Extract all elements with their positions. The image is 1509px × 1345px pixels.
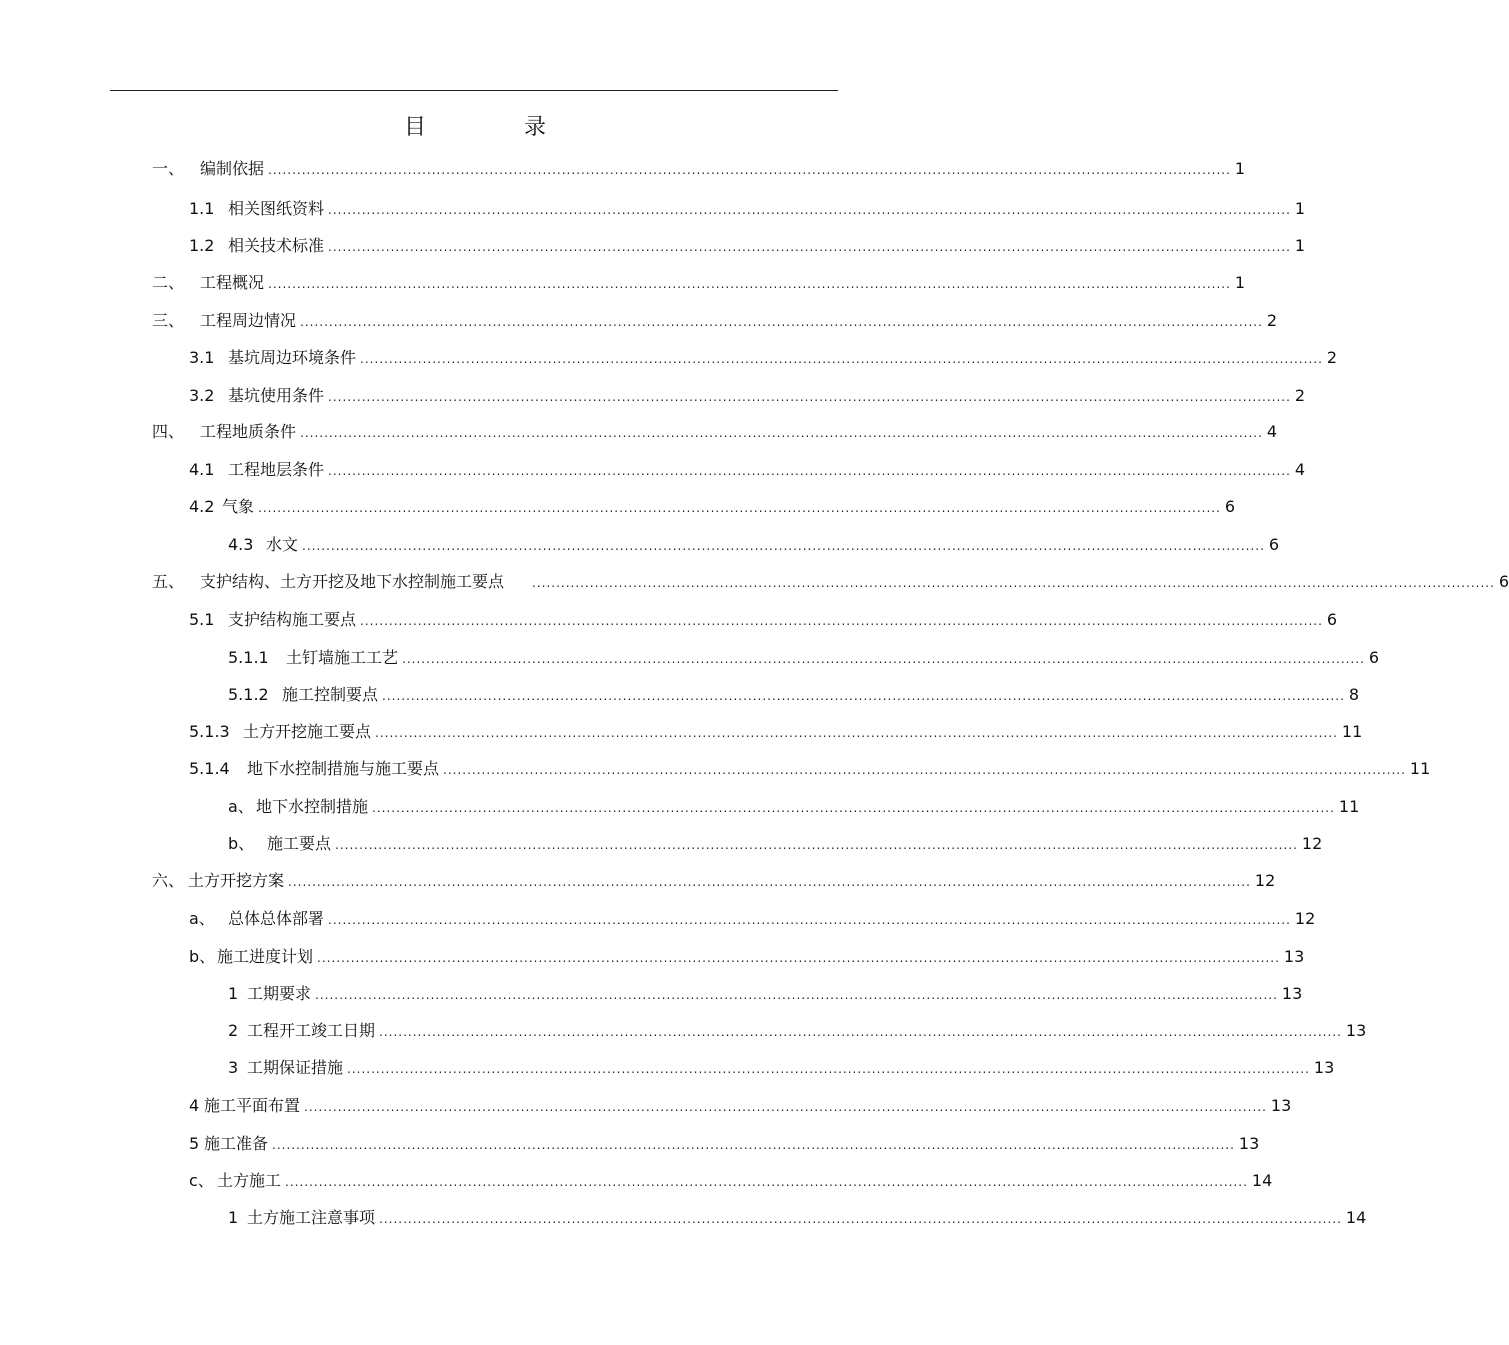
toc-entry-page: 6 (1368, 648, 1380, 667)
toc-entry-page: 13 (1313, 1058, 1335, 1077)
toc-entry-number: 二、 (152, 273, 185, 292)
toc-entry-page: 14 (1251, 1171, 1273, 1190)
toc-entry-page: 13 (1281, 984, 1303, 1003)
toc-entry-number: 2 (228, 1021, 239, 1040)
toc-leader-dots: ........................................................................................................................................................................................................ (328, 913, 1291, 927)
toc-leader-dots: ........................................................................................................................................................................................................ (285, 1175, 1248, 1189)
toc-entry-title: 土方施工注意事项 (247, 1208, 376, 1227)
toc-entry-title: 水文 (266, 535, 299, 554)
toc-entry[interactable] (228, 1207, 1367, 1229)
toc-entry[interactable] (152, 158, 1246, 180)
toc-entry[interactable] (228, 983, 1303, 1005)
toc-entry-title: 工程地层条件 (228, 460, 325, 479)
toc-entry[interactable] (189, 758, 1431, 780)
toc-entry-page: 6 (1268, 535, 1280, 554)
toc-entry-title: 工程地质条件 (200, 422, 297, 441)
toc-entry-page: 14 (1345, 1208, 1367, 1227)
toc-entry-title: 地下水控制措施与施工要点 (247, 759, 440, 778)
toc-entry[interactable] (228, 796, 1360, 818)
toc-entry-title: 工程周边情况 (200, 311, 297, 330)
toc-entry[interactable] (152, 870, 1276, 892)
toc-entry-page: 11 (1341, 722, 1363, 741)
toc-entry[interactable] (152, 310, 1278, 332)
toc-entry[interactable] (228, 1020, 1367, 1042)
toc-entry-title: 工程概况 (200, 273, 265, 292)
toc-entry-page: 13 (1270, 1096, 1292, 1115)
toc-entry-page: 2 (1326, 348, 1338, 367)
toc-entry-page: 6 (1224, 497, 1236, 516)
toc-leader-dots: ........................................................................................................................................................................................................ (360, 614, 1323, 628)
toc-entry-title: 土方开挖施工要点 (243, 722, 372, 741)
toc-entry-title: 工程开工竣工日期 (247, 1021, 376, 1040)
toc-entry-number: 5.1.2 (228, 685, 269, 704)
toc-entry-number: a、 (228, 797, 254, 816)
toc-entry-page: 12 (1254, 871, 1276, 890)
toc-entry[interactable] (228, 647, 1380, 669)
toc-entry-number: 1 (228, 984, 239, 1003)
toc-leader-dots: ........................................................................................................................................................................................................ (379, 1212, 1342, 1226)
toc-entry-page: 2 (1294, 386, 1306, 405)
toc-entry-title: 编制依据 (200, 159, 265, 178)
toc-entry-number: 1.1 (189, 199, 215, 218)
toc-entry-page: 11 (1409, 759, 1431, 778)
toc-entry-page: 4 (1266, 422, 1278, 441)
toc-entry-title: 施工准备 (204, 1134, 269, 1153)
toc-entry-page: 11 (1338, 797, 1360, 816)
toc-entry-title: 基坑周边环境条件 (228, 348, 357, 367)
toc-entry[interactable] (152, 421, 1278, 443)
toc-entry-number: b、 (189, 947, 216, 966)
toc-entry-number: 5.1 (189, 610, 215, 629)
toc-leader-dots: ........................................................................................................................................................................................................ (272, 1138, 1235, 1152)
toc-leader-dots: ........................................................................................................................................................................................................ (328, 203, 1291, 217)
toc-entry-page: 12 (1301, 834, 1323, 853)
toc-leader-dots: ........................................................................................................................................................................................................ (317, 951, 1280, 965)
toc-entry[interactable] (189, 1095, 1292, 1117)
toc-entry[interactable] (228, 1057, 1335, 1079)
toc-leader-dots: ........................................................................................................................................................................................................ (402, 652, 1365, 666)
toc-entry[interactable] (189, 235, 1306, 257)
header-rule (110, 90, 838, 91)
toc-entry-page: 13 (1238, 1134, 1260, 1153)
toc-leader-dots: ........................................................................................................................................................................................................ (532, 576, 1495, 590)
toc-leader-dots: ........................................................................................................................................................................................................ (382, 689, 1345, 703)
toc-leader-dots: ........................................................................................................................................................................................................ (304, 1100, 1267, 1114)
toc-entry[interactable] (189, 946, 1305, 968)
toc-entry-page: 13 (1345, 1021, 1367, 1040)
toc-entry-page: 4 (1294, 460, 1306, 479)
toc-entry-title: 相关技术标准 (228, 236, 325, 255)
toc-entry-page: 2 (1266, 311, 1278, 330)
toc-leader-dots: ........................................................................................................................................................................................................ (315, 988, 1278, 1002)
toc-entry-number: 4.3 (228, 535, 254, 554)
toc-leader-dots: ........................................................................................................................................................................................................ (328, 464, 1291, 478)
toc-entry-title: 土方施工 (217, 1171, 282, 1190)
toc-entry-title: 地下水控制措施 (256, 797, 369, 816)
toc-entry-page: 1 (1234, 273, 1246, 292)
toc-entry-number: 4 (189, 1096, 200, 1115)
toc-leader-dots: ........................................................................................................................................................................................................ (300, 315, 1263, 329)
toc-entry-title: 总体总体部署 (228, 909, 325, 928)
toc-entry-page: 12 (1294, 909, 1316, 928)
toc-leader-dots: ........................................................................................................................................................................................................ (268, 163, 1231, 177)
toc-entry-number: 四、 (152, 422, 185, 441)
toc-entry-title: 气象 (222, 497, 255, 516)
toc-entry[interactable] (228, 833, 1323, 855)
toc-entry[interactable] (189, 347, 1338, 369)
toc-entry-page: 1 (1234, 159, 1246, 178)
toc-leader-dots: ........................................................................................................................................................................................................ (360, 352, 1323, 366)
toc-entry[interactable] (228, 534, 1280, 556)
toc-entry-number: 1 (228, 1208, 239, 1227)
toc-entry-number: 六、 (152, 871, 185, 890)
toc-entry[interactable] (189, 609, 1338, 631)
toc-leader-dots: ........................................................................................................................................................................................................ (288, 875, 1251, 889)
toc-entry-title: 土钉墙施工工艺 (286, 648, 399, 667)
toc-entry[interactable] (189, 198, 1306, 220)
toc-entry-title: 工期要求 (247, 984, 312, 1003)
toc-entry-page: 1 (1294, 236, 1306, 255)
toc-entry[interactable] (189, 721, 1363, 743)
toc-entry-number: 三、 (152, 311, 185, 330)
toc-entry-title: 施工要点 (267, 834, 332, 853)
toc-entry-number: 5 (189, 1134, 200, 1153)
toc-leader-dots: ........................................................................................................................................................................................................ (300, 426, 1263, 440)
toc-entry-number: b、 (228, 834, 255, 853)
toc-entry-number: 3.2 (189, 386, 215, 405)
toc-entry-title: 施工平面布置 (204, 1096, 301, 1115)
toc-entry-number: 3.1 (189, 348, 215, 367)
toc-leader-dots: ........................................................................................................................................................................................................ (372, 801, 1335, 815)
toc-leader-dots: ........................................................................................................................................................................................................ (328, 240, 1291, 254)
toc-entry-number: 一、 (152, 159, 185, 178)
toc-entry[interactable] (152, 571, 1509, 593)
toc-leader-dots: ........................................................................................................................................................................................................ (443, 763, 1406, 777)
toc-entry-number: 3 (228, 1058, 239, 1077)
toc-entry[interactable] (189, 459, 1306, 481)
toc-entry[interactable] (228, 684, 1360, 706)
toc-entry[interactable] (189, 385, 1306, 407)
toc-entry[interactable] (189, 908, 1316, 930)
toc-entry-page: 6 (1498, 572, 1509, 591)
toc-entry-title: 施工进度计划 (217, 947, 314, 966)
toc-entry-number: 4.1 (189, 460, 215, 479)
page-title: 目 录 (403, 115, 584, 140)
toc-entry[interactable] (152, 272, 1246, 294)
toc-entry-number: 1.2 (189, 236, 215, 255)
toc-entry-page: 1 (1294, 199, 1306, 218)
toc-entry-number: 4.2 (189, 497, 215, 516)
toc-entry-title: 工期保证措施 (247, 1058, 344, 1077)
toc-entry-title: 土方开挖方案 (188, 871, 285, 890)
toc-entry[interactable] (189, 1133, 1260, 1155)
toc-entry-page: 6 (1326, 610, 1338, 629)
toc-leader-dots: ........................................................................................................................................................................................................ (335, 838, 1298, 852)
toc-entry-title: 支护结构施工要点 (228, 610, 357, 629)
toc-leader-dots: ........................................................................................................................................................................................................ (268, 277, 1231, 291)
toc-entry-title: 基坑使用条件 (228, 386, 325, 405)
toc-entry[interactable] (189, 1170, 1273, 1192)
toc-leader-dots: ........................................................................................................................................................................................................ (347, 1062, 1310, 1076)
toc-entry-title: 相关图纸资料 (228, 199, 325, 218)
toc-entry[interactable] (189, 496, 1236, 518)
toc-entry-number: 五、 (152, 572, 185, 591)
toc-entry-title: 支护结构、土方开挖及地下水控制施工要点 (200, 572, 505, 591)
toc-leader-dots: ........................................................................................................................................................................................................ (258, 501, 1221, 515)
toc-entry-title: 施工控制要点 (282, 685, 379, 704)
toc-leader-dots: ........................................................................................................................................................................................................ (375, 726, 1338, 740)
toc-entry-number: 5.1.4 (189, 759, 230, 778)
toc-leader-dots: ........................................................................................................................................................................................................ (328, 390, 1291, 404)
toc-entry-page: 8 (1348, 685, 1360, 704)
toc-entry-number: c、 (189, 1171, 214, 1190)
toc-leader-dots: ........................................................................................................................................................................................................ (302, 539, 1265, 553)
toc-entry-number: a、 (189, 909, 215, 928)
toc-entry-number: 5.1.3 (189, 722, 230, 741)
toc-entry-number: 5.1.1 (228, 648, 269, 667)
toc-leader-dots: ........................................................................................................................................................................................................ (379, 1025, 1342, 1039)
toc-entry-page: 13 (1283, 947, 1305, 966)
